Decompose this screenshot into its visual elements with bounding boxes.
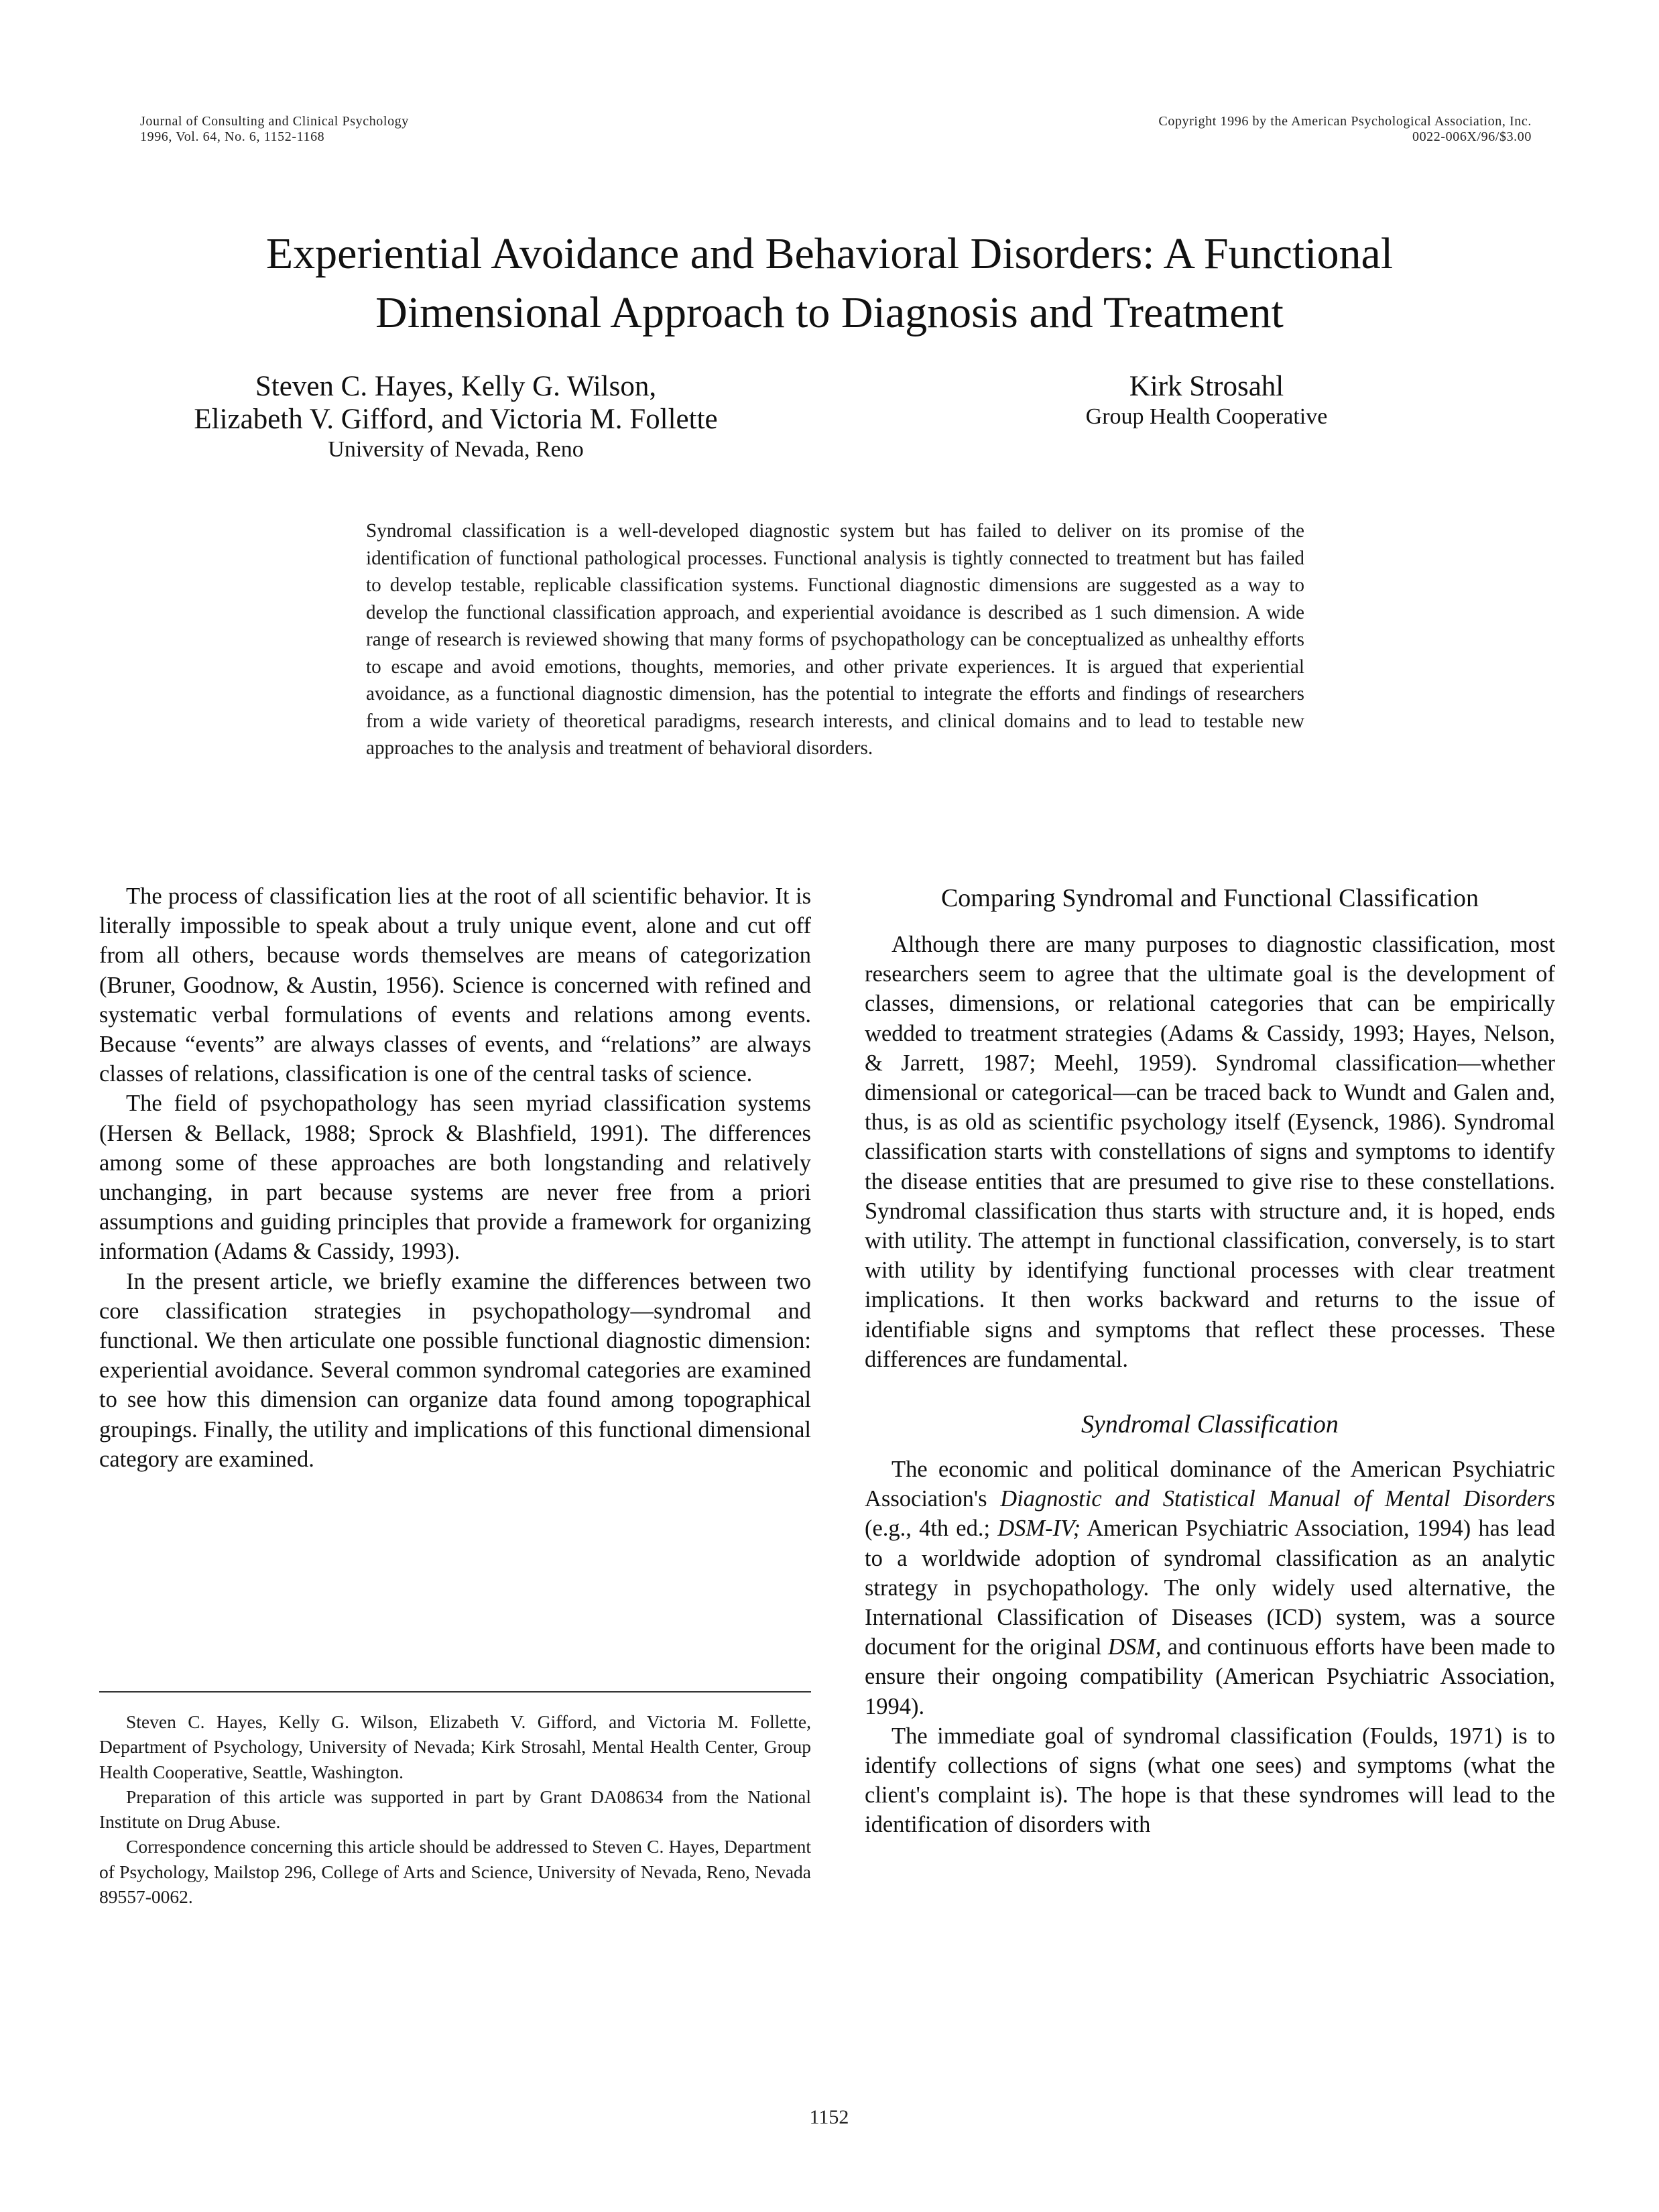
body-paragraph: The immediate goal of syndromal classification (Foulds, 1971) is to identify collections of signs (what one sees) and symptoms (what the client's complaint is). The hope is that these syndromes will lead to the identification of disorders with	[865, 1723, 1555, 1838]
body-paragraph: The process of classification lies at the root of all scientific behavior. It is literally impossible to speak about a truly unique event, alone and cut off from all others, because words themselves are means of categorization (Bruner, Goodnow, & Austin, 1956). Science is concerned with refined and systematic verbal formulations of events and relations among events. Because “events” are always classes of events, and “relations” are always classes of relations, classification is one of the central tasks of science.	[99, 883, 811, 1087]
author-names-line-2: Elizabeth V. Gifford, and Victoria M. Follette	[194, 404, 718, 435]
text-run: (e.g., 4th ed.;	[865, 1516, 998, 1542]
title-line-2: Dimensional Approach to Diagnosis and Treatment	[375, 288, 1284, 337]
right-column	[865, 881, 1555, 1840]
body-paragraph: Although there are many purposes to diagnostic classification, most researchers seem to agree that the ultimate goal is the development of classes, dimensions, or relational categories that can be empirically wedded to treatment strategies (Adams & Cassidy, 1993; Hayes, Nelson, & Jarrett, 1987; Meehl, 1959). Syndromal classification—whether dimensional or categorical—can be traced back to Wundt and Galen and, thus, is as old as scientific psychology itself (Eysenck, 1986). Syndromal classification starts with constellations of signs and symptoms to identify the disease entities that are presumed to give rise to these constellations. Syndromal classification thus starts with structure and, it is hoped, ends with utility. The attempt in functional classification, conversely, is to start with utility by identifying functional processes with clear treatment implications. It then works backward and returns to the issue of identifiable signs and symptoms that reflect these processes. These differences are fundamental.	[865, 932, 1555, 1372]
author-note-funding: Preparation of this article was supported in part by Grant DA08634 from the National Institute on Drug Abuse.	[99, 1786, 811, 1833]
journal-volume: 1996, Vol. 64, No. 6, 1152-1168	[140, 129, 325, 144]
title-line-1: Experiential Avoidance and Behavioral Disorders: A Functional	[265, 229, 1394, 278]
dsm-iv-italic: DSM-IV;	[997, 1516, 1081, 1542]
author-block-left	[134, 370, 778, 464]
copyright-header	[928, 114, 1532, 145]
article-title	[101, 225, 1558, 343]
journal-name: Journal of Consulting and Clinical Psychology	[140, 114, 409, 129]
text-run: The economic and political dominance of the American Psychiatric Association's	[865, 1457, 1555, 1512]
author-affiliation-right: Group Health Cooperative	[1085, 404, 1328, 429]
left-column	[99, 881, 811, 1474]
author-note-affiliations: Steven C. Hayes, Kelly G. Wilson, Elizabeth V. Gifford, and Victoria M. Follette, Department of Psychology, University of Nevada; Kirk Strosahl, Mental Health Center, Group Health Cooperative, Seattle, Washington.	[99, 1711, 811, 1782]
copyright-line: Copyright 1996 by the American Psychological Association, Inc.	[1158, 114, 1532, 129]
journal-header	[140, 114, 609, 145]
section-heading: Comparing Syndromal and Functional Classification	[940, 884, 1479, 912]
text-run: American Psychiatric Association, 1994) has lead to a worldwide adoption of syndromal classification as an analytic strategy in psychopathology. The only widely used alternative, the International Classification of Diseases (ICD) system, was a source document for the original	[865, 1516, 1555, 1660]
subsection-heading: Syndromal Classification	[1081, 1410, 1339, 1439]
abstract: Syndromal classification is a well-developed diagnostic system but has failed to deliver on its promise of the identification of functional pathological processes. Functional analysis is tightly connected to treatment but has failed to develop testable, replicable classification systems. Functional diagnostic dimensions are suggested as a way to develop the functional classification approach, and experiential avoidance is described as 1 such dimension. A wide range of research is reviewed showing that many forms of psychopathology can be conceptualized as unhealthy efforts to escape and avoid emotions, thoughts, memories, and other private experiences. It is argued that experiential avoidance, as a functional diagnostic dimension, has the potential to integrate the efforts and findings of researchers from a wide variety of theoretical paradigms, research interests, and clinical domains and to lead to testable new approaches to the analysis and treatment of behavioral disorders.	[366, 520, 1304, 759]
author-block-right	[1009, 370, 1404, 431]
footnote-rule	[99, 1691, 811, 1693]
dsm-title-italic: Diagnostic and Statistical Manual of Mental Disorders	[1000, 1486, 1556, 1512]
page-number: 1152	[809, 2106, 849, 2128]
author-name-right: Kirk Strosahl	[1129, 371, 1284, 402]
body-paragraph	[865, 1455, 1555, 1721]
author-affiliation-left: University of Nevada, Reno	[328, 437, 584, 462]
body-paragraph: The field of psychopathology has seen myriad classification systems (Hersen & Bellack, 1988; Sprock & Blashfield, 1991). The differences among some of these approaches are both longstanding and relatively unchanging, in part because systems are never free from a priori assumptions and guiding principles that provide a framework for organizing information (Adams & Cassidy, 1993).	[99, 1091, 811, 1265]
author-note	[99, 1709, 811, 1909]
body-paragraph: In the present article, we briefly examine the differences between two core classification strategies in psychopathology—syndromal and functional. We then articulate one possible functional diagnostic dimension: experiential avoidance. Several common syndromal categories are examined to see how this dimension can organize data found among topographical groupings. Finally, the utility and implications of this functional dimensional category are examined.	[99, 1268, 811, 1472]
text-run: and continuous efforts have been made to ensure their ongoing compatibility (American Psychiatric Association, 1994).	[865, 1634, 1556, 1719]
dsm-italic: DSM,	[1107, 1634, 1162, 1660]
author-names-line-1: Steven C. Hayes, Kelly G. Wilson,	[255, 371, 657, 402]
issn-line: 0022-006X/96/$3.00	[1412, 129, 1532, 144]
author-note-correspondence: Correspondence concerning this article should be addressed to Steven C. Hayes, Department of Psychology, Mailstop 296, College of Arts and Science, University of Nevada, Reno, Nevada 89557-0062.	[99, 1836, 811, 1908]
